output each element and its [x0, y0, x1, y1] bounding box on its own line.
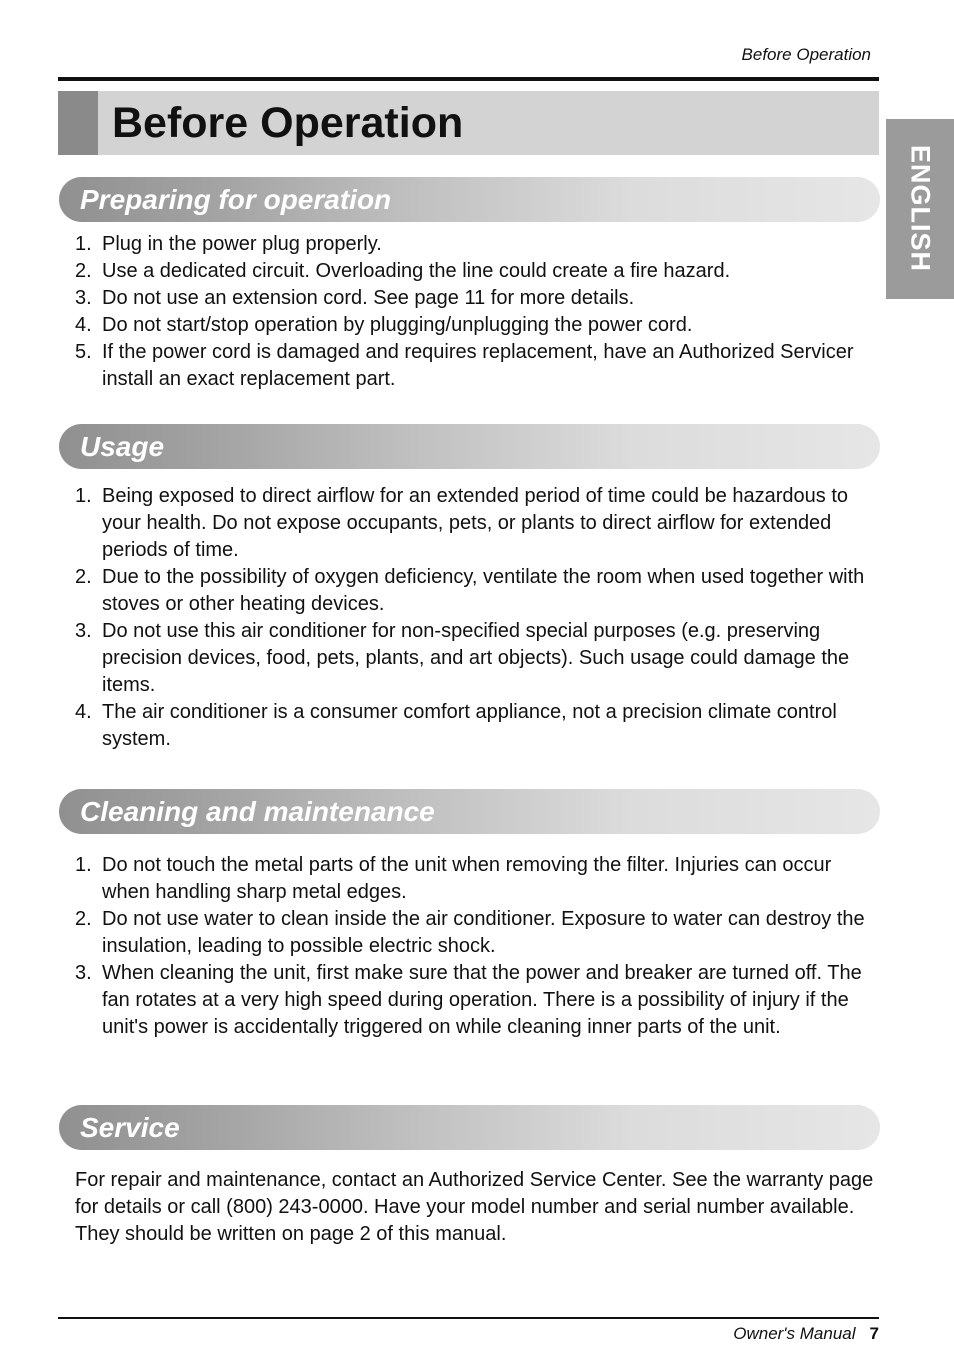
list-item: [75, 564, 883, 618]
item-number: 5.: [75, 341, 92, 363]
footer-label: Owner's Manual: [733, 1324, 856, 1343]
list-item: [75, 258, 883, 285]
item-number: 3.: [75, 620, 92, 642]
section-heading-usage: [59, 424, 880, 469]
list-item: [75, 906, 883, 960]
item-text: If the power cord is damaged and requires replacement, have an Authorized Servicer install an exact replacement part.: [102, 341, 854, 390]
list-item: [75, 618, 883, 699]
list-item: [75, 231, 883, 258]
list-item: [75, 312, 883, 339]
section-heading-label: Usage: [80, 431, 165, 462]
item-number: 4.: [75, 314, 92, 336]
section-heading-label: Preparing for operation: [80, 184, 392, 215]
service-paragraph: For repair and maintenance, contact an Authorized Service Center. See the warranty page for details or call (800) 243-0000. Have your model number and serial number available. They should be written on page 2 of this manual.: [75, 1169, 874, 1245]
item-text: When cleaning the unit, first make sure that the power and breaker are turned off. The fan rotates at a very high speed during operation. There is a possibility of injury if the unit's power is accidentally triggered on while cleaning inner parts of the unit.: [102, 962, 862, 1038]
item-text: The air conditioner is a consumer comfort appliance, not a precision climate control system.: [102, 701, 837, 750]
title-bar: [58, 91, 879, 155]
item-text: Due to the possibility of oxygen deficiency, ventilate the room when used together with stoves or other heating devices.: [102, 566, 865, 615]
item-number: 1.: [75, 854, 92, 876]
list-item: [75, 285, 883, 312]
list-item: [75, 699, 883, 753]
item-number: 4.: [75, 701, 92, 723]
list-item: [75, 339, 883, 393]
item-text: Do not start/stop operation by plugging/unplugging the power cord.: [102, 314, 693, 336]
item-number: 3.: [75, 962, 92, 984]
item-number: 3.: [75, 287, 92, 309]
preparing-list: [75, 231, 883, 393]
item-text: Plug in the power plug properly.: [102, 233, 382, 255]
section-heading-label: Cleaning and maintenance: [80, 796, 435, 827]
item-text: Do not touch the metal parts of the unit when removing the filter. Injuries can occur when handling sharp metal edges.: [102, 854, 832, 903]
item-number: 1.: [75, 485, 92, 507]
item-text: Do not use this air conditioner for non-specified special purposes (e.g. preserving precision devices, food, pets, plants, and art objects). Such usage could damage the items.: [102, 620, 850, 696]
list-item: [75, 852, 883, 906]
item-text: Use a dedicated circuit. Overloading the line could create a fire hazard.: [102, 260, 731, 282]
footer: [733, 1324, 879, 1344]
item-number: 2.: [75, 566, 92, 588]
page-title: Before Operation: [112, 99, 464, 147]
cleaning-list: [75, 852, 883, 1041]
item-number: 1.: [75, 233, 92, 255]
section-heading-cleaning: [59, 789, 880, 834]
language-tab-label: ENGLISH: [905, 145, 936, 273]
usage-list: [75, 483, 883, 753]
section-heading-label: Service: [80, 1112, 180, 1143]
item-number: 2.: [75, 908, 92, 930]
bottom-rule: [58, 1317, 879, 1319]
page-number: 7: [869, 1324, 879, 1343]
item-text: Being exposed to direct airflow for an extended period of time could be hazardous to your health. Do not expose occupants, pets, or plants to direct airflow for extended periods of time.: [102, 485, 849, 561]
running-head: Before Operation: [741, 45, 871, 64]
list-item: [75, 960, 883, 1041]
title-accent-block: [58, 91, 98, 155]
item-text: Do not use an extension cord. See page 11 for more details.: [102, 287, 635, 309]
section-heading-preparing: [59, 177, 880, 222]
top-rule: [58, 77, 879, 81]
section-heading-service: [59, 1105, 880, 1150]
item-number: 2.: [75, 260, 92, 282]
item-text: Do not use water to clean inside the air conditioner. Exposure to water can destroy the insulation, leading to possible electric shock.: [102, 908, 865, 957]
language-tab: [886, 119, 954, 299]
list-item: [75, 483, 883, 564]
